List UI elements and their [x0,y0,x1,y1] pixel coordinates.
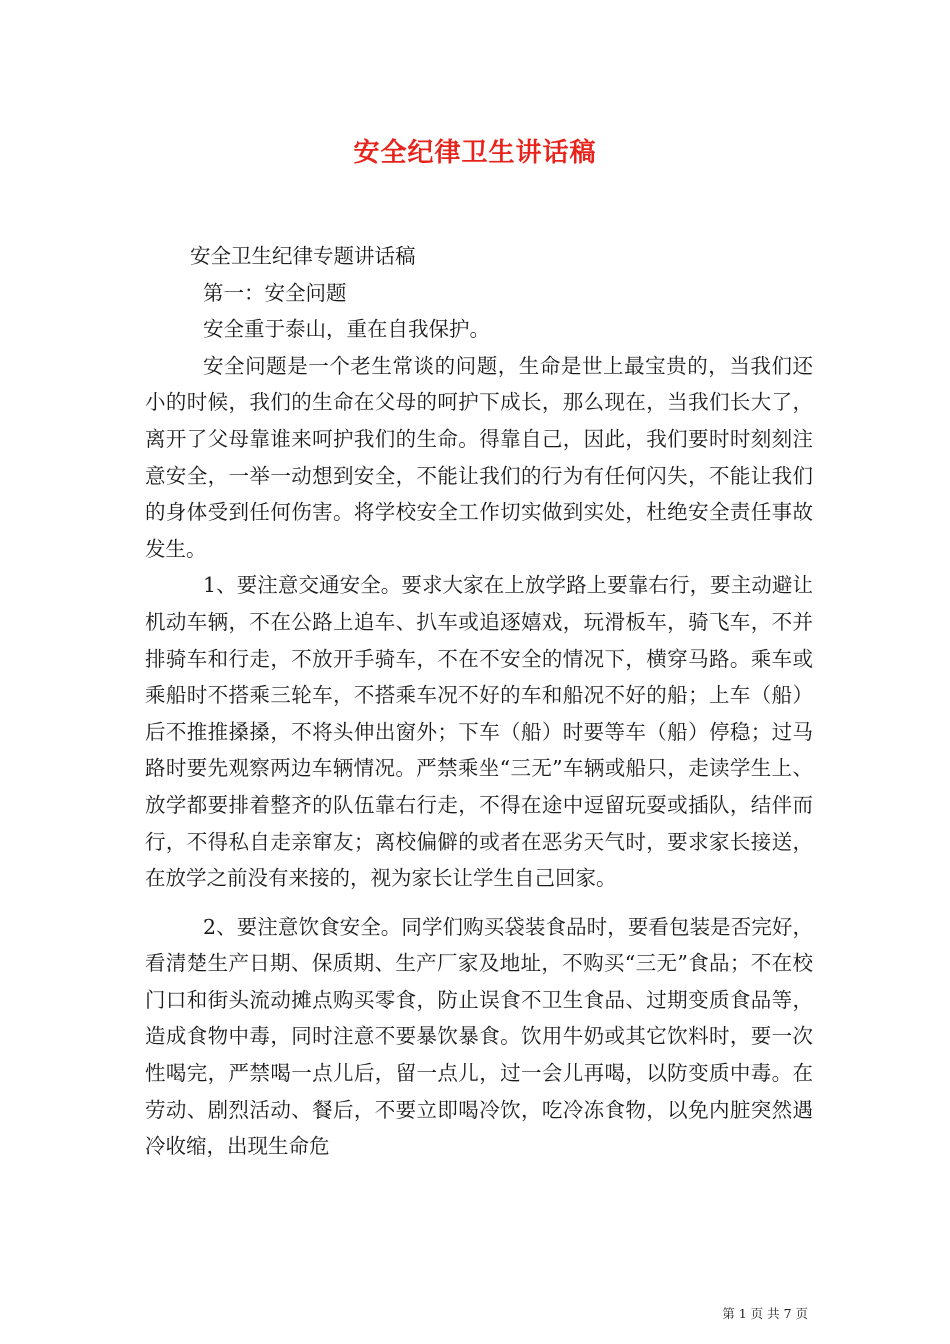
paragraph-traffic-safety: 1、要注意交通安全。要求大家在上放学路上要靠右行，要主动避让机动车辆，不在公路上追车、扒车或追逐嬉戏，玩滑板车，骑飞车，不并排骑车和行走，不放开手骑车，不在不安全的情况下，横穿马路。乘车或乘船时不搭乘三轮车，不搭乘车况不好的车和船况不好的船；上车（船）后不推推搡搡，不将头伸出窗外；下车（船）时要等车（船）停稳；过马路时要先观察两边车辆情况。严禁乘坐“三无”车辆或船只，走读学生上、放学都要排着整齐的队伍靠右行走，不得在途中逗留玩耍或插队，结伴而行，不得私自走亲窜友；离校偏僻的或者在恶劣天气时，要求家长接送，在放学之前没有来接的，视为家长让学生自己回家。 [145,573,813,891]
document-title: 安全纪律卫生讲话稿 [353,138,597,168]
paragraph-food-safety: 2、要注意饮食安全。同学们购买袋装食品时，要看包装是否完好，看清楚生产日期、保质期、生产厂家及地址，不购买“三无”食品；不在校门口和街头流动摊点购买零食，防止误食不卫生食品、过期变质食品等，造成食物中毒，同时注意不要暴饮暴食。饮用牛奶或其它饮料时，要一次性喝完，严禁喝一点儿后，留一点儿，过一会儿再喝，以防变质中毒。在劳动、剧烈活动、餐后，不要立即喝冷饮，吃冷冻食物，以免内脏突然遇冷收缩，出现生命危 [145,914,813,1159]
page-number: 第 1 页 共 7 页 [722,1306,808,1321]
document-subtitle: 安全卫生纪律专题讲话稿 [190,244,416,268]
section-heading: 第一：安全问题 [203,280,347,305]
paragraph: 安全重于泰山，重在自我保护。 [203,317,490,342]
paragraph: 安全问题是一个老生常谈的问题，生命是世上最宝贵的，当我们还小的时候，我们的生命在父母的呵护下成长，那么现在，当我们长大了，离开了父母靠谁来呵护我们的生命。得靠自己，因此，我们要时时刻刻注意安全，一举一动想到安全，不能让我们的行为有任何闪失，不能让我们的身体受到任何伤害。将学校安全工作切实做到实处，杜绝安全责任事故发生。 [145,353,813,561]
document-body [145,238,813,1165]
